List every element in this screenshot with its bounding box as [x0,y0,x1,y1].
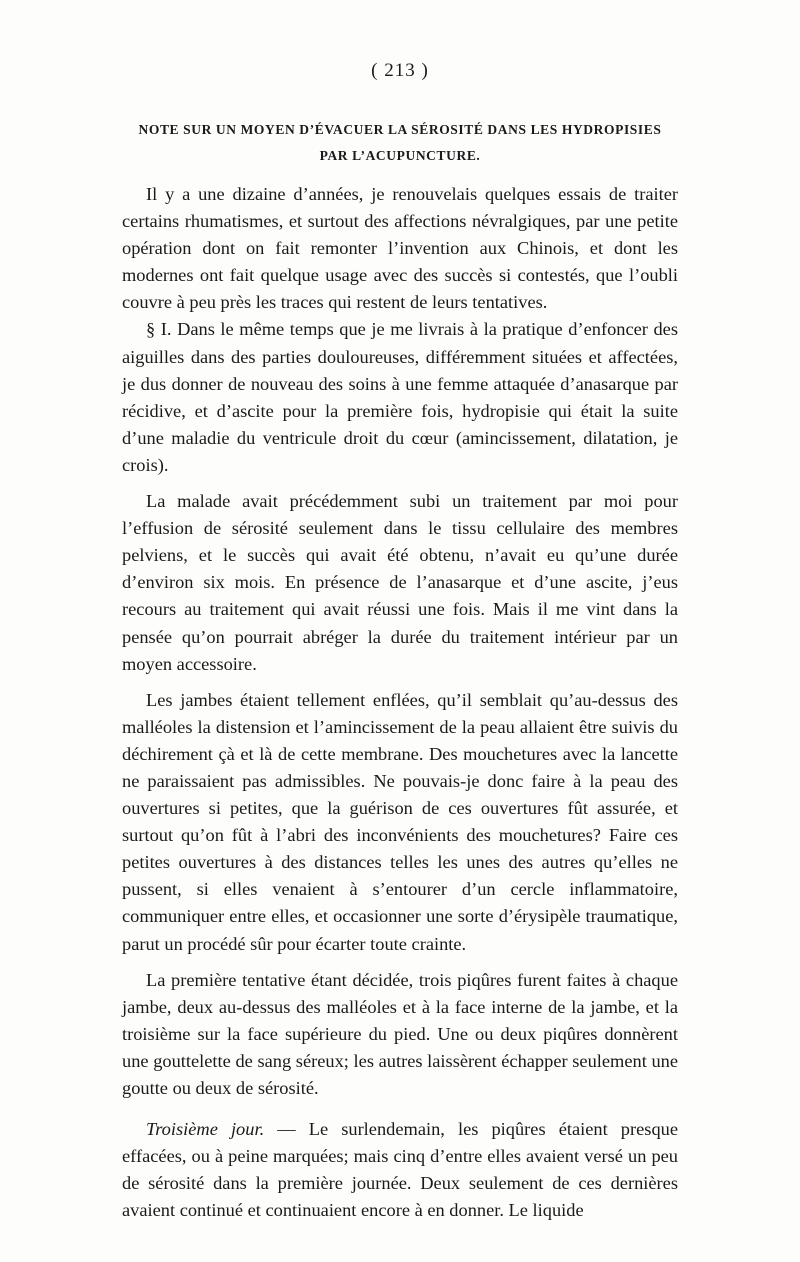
page-number: ( 213 ) [371,60,429,81]
paragraph-third-day [122,1116,678,1224]
paragraph-swollen-legs: Les jambes étaient tellement enflées, qu’il semblait qu’au-dessus des malléoles la distension et l’amincissement de la peau allaient être suivis du déchirement çà et là de cette membrane. Des mouchetures avec la lancette ne paraissaient pas admissibles. Ne pouvais-je donc faire à la peau des ouvertures si petites, que la guérison de ces ouvertures fût assurée, et surtout qu’on fût à l’abri des inconvénients des mouchetures? Faire ces petites ouvertures à des distances telles les unes des autres qu’elles ne pussent, si elles venaient à s’entourer d’un cercle inflammatoire, communiquer entre elles, et occasionner une sorte d’érysipèle traumatique, parut un procédé sûr pour écarter toute crainte. [122,689,678,954]
paragraph-first-attempt: La première tentative étant décidée, trois piqûres furent faites à chaque jambe, deux au-dessus des malléoles et à la face interne de la jambe, et la troisième sur la face supérieure du pied. Une ou deux piqûres donnèrent une gouttelette de sang séreux; les autres laissèrent échapper seulement une goutte ou deux de sérosité. [122,969,678,1098]
paragraph-previous-treatment: La malade avait précédemment subi un traitement par moi pour l’effusion de sérosité seulement dans le tissu cellulaire des membres pelviens, et le succès qui avait été obtenu, n’avait eu qu’une durée d’environ six mois. En présence de l’anasarque et d’une ascite, j’eus recours au traitement qui avait réussi une fois. Mais il me vint dans la pensée qu’on pourrait abréger la durée du traitement intérieur par un moyen accessoire. [122,491,678,674]
body-text [122,181,678,1224]
article-title [110,117,690,169]
third-day-heading: Troisième jour. [146,1119,265,1140]
third-day-text: — Le surlendemain, les piqûres étaient presque effacées, ou à peine marquées; mais cinq d’entre elles avaient versé un peu de sérosité dans la première journée. Deux seulement de ces dernières avaient continué et continuaient encore à en donner. Le liquide [122,1119,678,1221]
article-title-line-1: NOTE SUR UN MOYEN D’ÉVACUER LA SÉROSITÉ DANS LES HYDROPISIES [138,122,662,137]
paragraph-introduction: Il y a une dizaine d’années, je renouvelais quelques essais de traiter certains rhumatismes, et surtout des affections névralgiques, par une petite opération dont on fait remonter l’invention aux Chinois, et dont les modernes ont fait quelque usage avec des succès si contestés, que l’oubli couvre à peu près les traces qui restent de leurs tentatives. [122,184,678,313]
article-title-line-2: PAR L’ACUPUNCTURE. [319,148,481,163]
paragraph-section-1: § I. Dans le même temps que je me livrais à la pratique d’enfoncer des aiguilles dans des parties douloureuses, différemment situées et affectées, je dus donner de nouveau des soins à une femme attaquée d’anasarque par récidive, et d’ascite pour la première fois, hydropisie qui était la suite d’une maladie du ventricule droit du cœur (amincissement, dilatation, je crois). [122,319,678,475]
